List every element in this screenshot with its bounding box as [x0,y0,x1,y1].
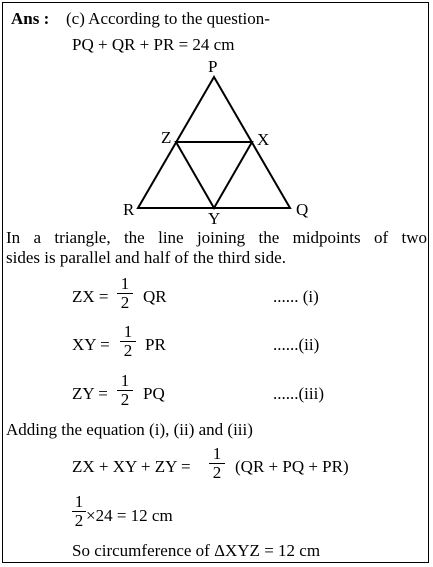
eq1-numerator: 1 [117,275,133,294]
eq2-denominator: 2 [123,341,133,360]
calc-numerator: 1 [72,493,86,512]
eq3-denominator: 2 [120,390,130,409]
answer-intro: (c) According to the question- [66,9,270,28]
eq1-fraction [117,275,133,312]
midpoint-y-label: Y [208,209,221,228]
eq2-fraction [120,323,136,360]
midpoint-z-label: Z [161,128,172,147]
sum-lhs: ZX + XY + ZY = [72,457,191,476]
calc-denominator: 2 [74,511,84,530]
eq3-fraction [117,372,133,409]
calc-rest: ×24 = 12 cm [86,506,173,525]
vertex-r-label: R [123,200,135,219]
sum-rhs: (QR + PQ + PR) [235,457,349,476]
triangle-figure [0,0,433,230]
eq3-lhs: ZY = [72,384,108,403]
sum-numerator: 1 [209,445,225,464]
theorem-line-1: In a triangle, the line joining the midpoints of two [6,228,427,247]
triangle-xyz [176,142,252,208]
given-equation: PQ + QR + PR = 24 cm [72,35,235,54]
eq2-rhs: PR [145,335,166,354]
adding-text: Adding the equation (i), (ii) and (iii) [6,420,253,439]
vertex-p-label: P [208,57,218,76]
calc-fraction [72,493,86,530]
midpoint-x-label: X [257,130,270,149]
sum-denominator: 2 [212,463,222,482]
conclusion-text: So circumference of ΔXYZ = 12 cm [72,541,321,560]
answer-label: Ans : [11,9,50,28]
eq1-denominator: 2 [120,293,130,312]
eq2-lhs: XY = [72,335,110,354]
eq1-rhs: QR [143,287,167,306]
eq3-tag: ......(iii) [273,384,324,403]
eq3-numerator: 1 [117,372,133,391]
eq1-tag: ...... (i) [273,287,319,306]
eq1-lhs: ZX = [72,287,109,306]
eq3-rhs: PQ [143,384,165,403]
eq2-numerator: 1 [120,323,136,342]
eq2-tag: ......(ii) [273,335,320,354]
theorem-line-2: sides is parallel and half of the third side. [6,248,286,267]
sum-fraction [209,445,225,482]
vertex-q-label: Q [296,200,309,219]
